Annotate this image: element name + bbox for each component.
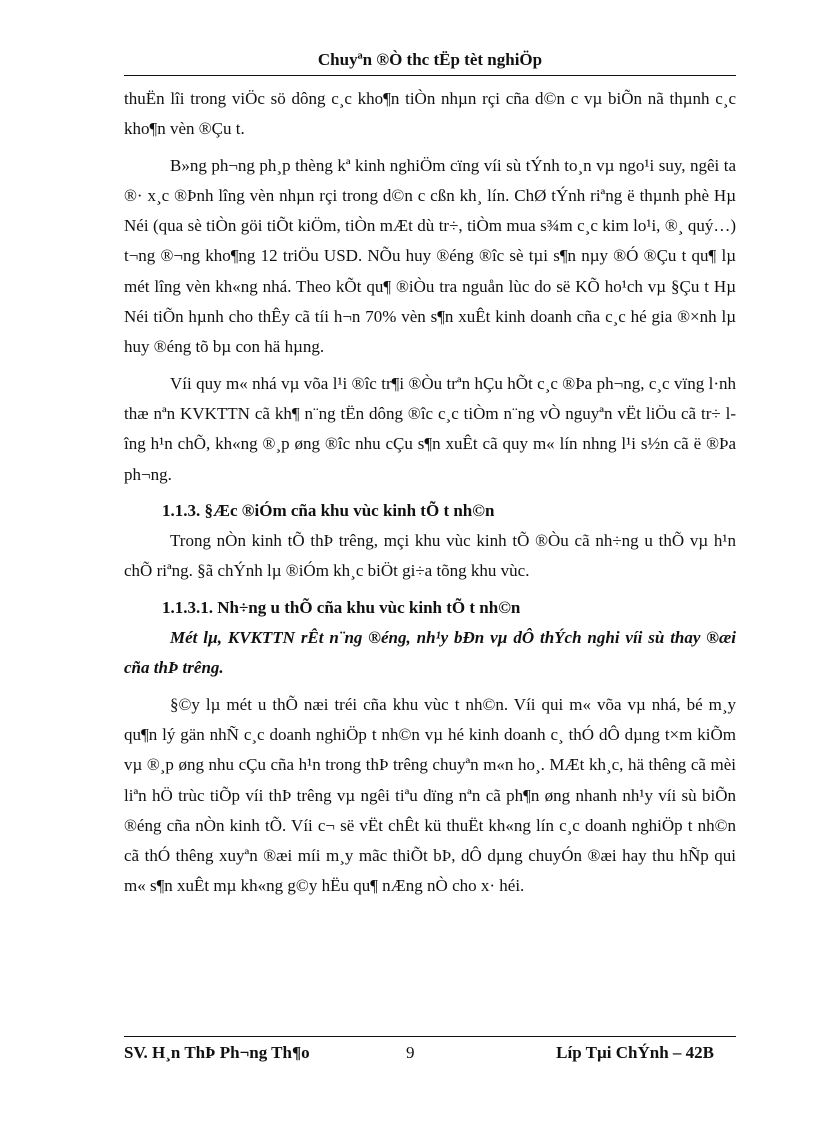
paragraph-advantage: §©y lµ mét u thÕ næi tréi cña khu vùc t nh©n. Víi qui m« võa vµ nhá, bé m¸y qu¶n lý gän nhÑ c¸c doanh nghiÖp t nh©n vµ hé kinh doanh c¸ thÓ dÔ dµng t×m kiÕm vµ ®¸p øng nhu cÇu cña h¹n trong thÞ trêng chuyªn m«n ho¸. MÆt kh¸c, hä thêng cã mèi liªn hÖ trùc tiÕp víi thÞ trêng vµ ngêi tiªu dïng nªn cã ph¶n øng nhanh nh¹y víi sù biÕn ®éng cña nÒn kinh tÕ. Víi c¬ së vËt chÊt kü thuËt kh«ng lín c¸c doanh nghiÖp t nh©n cã thÓ thêng xuyªn ®æi míi m¸y mãc thiÕt bÞ, dÔ dµng chuyÓn ®æi hay thu hÑp qui m« s¶n xuÊt mµ kh«ng g©y hËu qu¶ nÆng nÒ cho x· héi. [124,694,736,896]
page-number: 9 [406,1043,415,1062]
page-body [124,84,736,902]
subsection-heading: 1.1.3.1. Nh÷ng u thÕ cña khu vùc kinh tÕ t nh©n [162,597,521,617]
paragraph-statistics: B»ng ph¬ng ph¸p thèng kª kinh nghiÖm cïng víi sù tÝnh to¸n vµ ngo¹i suy, ngêi ta ®· x¸c ®Þnh lîng vèn nhµn rçi trong d©n c cßn kh¸ lín. ChØ tÝnh riªng ë thµnh phè Hµ Néi (qua sè tiÒn göi tiÕt kiÖm, tiÒn mÆt dù tr÷, tiÒm mua s¾m c¸c kim lo¹i, ®¸ quý…) t¬ng ®¬ng kho¶ng 12 triÖu USD. NÕu huy ®éng ®îc sè tµi s¶n nµy ®Ó ®Çu t qu¶ lµ mét lîng vèn kh«ng nhá. Theo kÕt qu¶ ®iÒu tra nguån lùc do së KÕ ho¹ch vµ §Çu t Hµ Néi tiÕn hµnh cho thÊy cã tíi h¬n 70% vèn s¶n xuÊt kinh doanh cña c¸c hé gia ®×nh lµ huy ®éng tõ bµ con hä hµng. [124,155,736,357]
paragraph-scale: Víi quy m« nhá vµ võa l¹i ®îc tr¶i ®Òu trªn hÇu hÕt c¸c ®Þa ph¬ng, c¸c vïng l·nh thæ nªn KVKTTN cã kh¶ n¨ng tËn dông ®îc c¸c tiÒm n¨ng vÒ nguyªn vËt liÖu cã tr÷ lîng h¹n chÕ, kh«ng ®¸p øng ®îc nhu cÇu s¶n xuÊt cã quy m« lín nhng l¹i s½n cã ë ®Þa ph¬ng. [124,373,736,484]
section-heading: 1.1.3. §Æc ®iÓm cña khu vùc kinh tÕ t nh©n [162,500,495,520]
footer-author: SV. H¸n ThÞ Ph¬ng Th¶o [124,1043,310,1062]
header-divider [124,75,736,76]
footer-class: Líp Tµi ChÝnh – 42B [556,1043,714,1062]
page-footer [124,1043,736,1067]
footer-divider [124,1036,736,1037]
emphasis-statement: Mét lµ, KVKTTN rÊt n¨ng ®éng, nh¹y bÐn vµ dÔ thÝch nghi víi sù thay ®æi cña thÞ trêng. [124,628,736,678]
page-header-title: Chuyªn ®Ò thc tËp tèt nghiÖp [317,50,543,69]
paragraph-continuation: thuËn lîi trong viÖc sö dông c¸c kho¶n tiÒn nhµn rçi cña d©n c vµ biÕn nã thµnh c¸c kho¶n vèn ®Çu t. [124,89,736,139]
paragraph-market-economy: Trong nÒn kinh tÕ thÞ trêng, mçi khu vùc kinh tÕ ®Òu cã nh÷ng u thÕ vµ h¹n chÕ riªng. §ã chÝnh lµ ®iÓm kh¸c biÖt gi÷a tõng khu vùc. [124,531,736,581]
